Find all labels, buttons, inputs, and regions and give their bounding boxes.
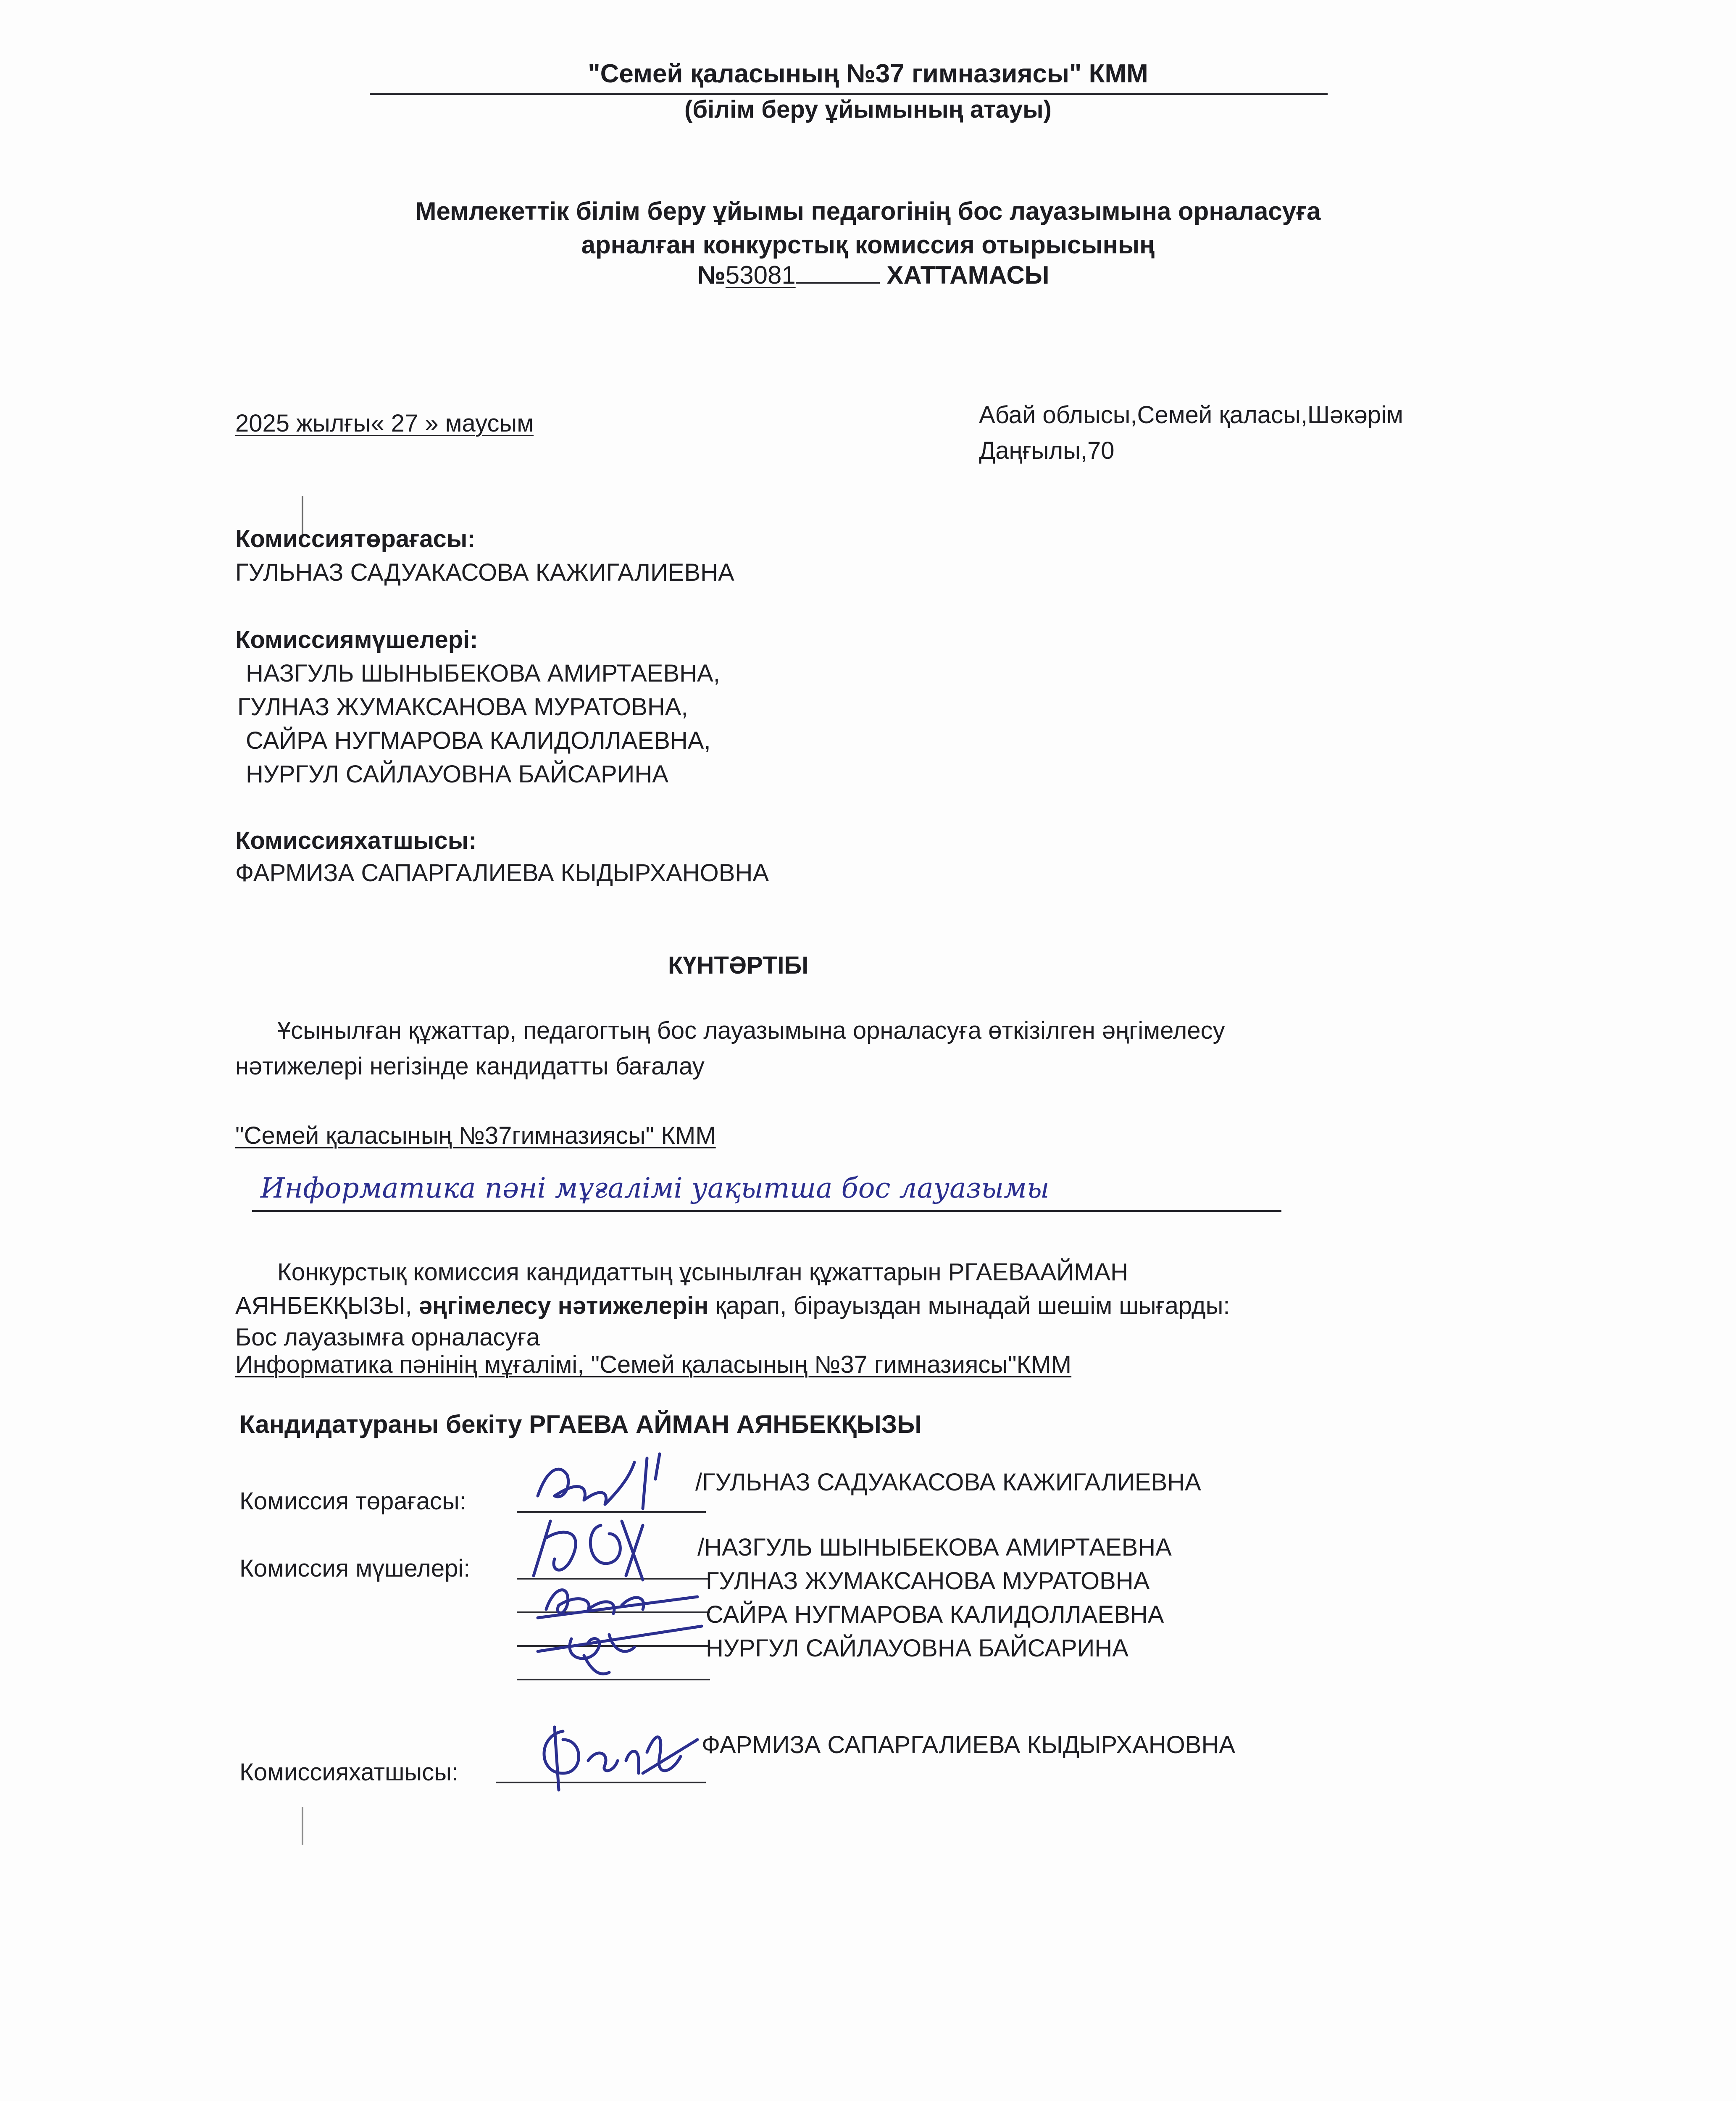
sig-member-name: ГУЛНАЗ ЖУМАКСАНОВА МУРАТОВНА (706, 1567, 1150, 1595)
sig-member-name: НУРГУЛ САЙЛАУОВНА БАЙСАРИНА (706, 1635, 1128, 1662)
handwritten-position: Информатика пәні мұғалімі уақытша бос лауазымы (260, 1172, 1049, 1204)
agenda-org: "Семей қаласының №37гимназиясы" КММ (235, 1122, 716, 1149)
agenda-text-line-2: нәтижелері негізінде кандидатты бағалау (235, 1053, 705, 1080)
sig-chair-name: /ГУЛЬНАЗ САДУАКАСОВА КАЖИГАЛИЕВНА (695, 1469, 1201, 1496)
decision-line-1: Конкурстық комиссия кандидаттың ұсынылған құжаттарын РГАЕВААЙМАН (277, 1258, 1128, 1286)
decision-line-2-start: АЯНБЕКҚЫЗЫ, (235, 1292, 419, 1319)
meeting-date: 2025 жылғы« 27 » маусым (235, 410, 534, 437)
decision-line-4: Информатика пәнінің мұғалімі, "Семей қаласының №37 гимназиясы"КММ (235, 1351, 1072, 1378)
chair-name: ГУЛЬНАЗ САДУАКАСОВА КАЖИГАЛИЕВНА (235, 559, 734, 586)
org-caption: (білім беру ұйымының атауы) (684, 96, 1052, 123)
approval-text: Кандидатураны бекіту РГАЕВА АЙМАН АЯНБЕКҚЫЗЫ (239, 1410, 922, 1438)
sig-secretary-name: ФАРМИЗА САПАРГАЛИЕВА КЫДЫРХАНОВНА (702, 1731, 1236, 1759)
member-name: НУРГУЛ САЙЛАУОВНА БАЙСАРИНА (246, 761, 668, 788)
title-line-1: Мемлекеттік білім беру ұйымы педагогінің бос лауазымына орналасуға (415, 197, 1321, 225)
pen-mark (302, 1807, 303, 1845)
agenda-heading: КҮНТӘРТІБІ (668, 952, 809, 979)
decision-line-2-end: қарап, бірауыздан мынадай шешім шығарды: (708, 1292, 1230, 1319)
decision-line-3: Бос лауазымға орналасуға (235, 1324, 540, 1351)
org-name: "Семей қаласының №37 гимназиясы" КММ (588, 59, 1148, 88)
org-name-underline (370, 93, 1328, 95)
member-name: САЙРА НУГМАРОВА КАЛИДОЛЛАЕВНА, (246, 727, 711, 754)
address-line-1: Абай облысы,Семей қаласы,Шәкәрім (979, 401, 1403, 429)
protocol-word: ХАТТАМАСЫ (886, 261, 1049, 289)
protocol-number-prefix: № (697, 261, 726, 289)
sig-member-name: САЙРА НУГМАРОВА КАЛИДОЛЛАЕВНА (706, 1601, 1164, 1628)
protocol-number (697, 261, 1049, 290)
handwritten-position-line (252, 1210, 1281, 1212)
secretary-label: Комиссияхатшысы: (235, 827, 477, 854)
member-name: НАЗГУЛЬ ШЫНЫБЕКОВА АМИРТАЕВНА, (246, 660, 720, 687)
secretary-name: ФАРМИЗА САПАРГАЛИЕВА КЫДЫРХАНОВНА (235, 859, 769, 887)
agenda-text-line-1: Ұсынылған құжаттар, педагогтың бос лауазымына орналасуға өткізілген әңгімелесу (277, 1017, 1225, 1044)
chair-label: Комиссиятөрағасы: (235, 525, 476, 553)
title-line-2: арналған конкурстық комиссия отырысының (581, 231, 1155, 259)
sig-chair-label: Комиссия төрағасы: (239, 1488, 466, 1515)
member-3-signature (521, 1609, 714, 1681)
member-name: ГУЛНАЗ ЖУМАКСАНОВА МУРАТОВНА, (237, 693, 688, 721)
secretary-signature (513, 1714, 706, 1794)
decision-line-2-bold: әңгімелесу нәтижелерін (418, 1292, 709, 1319)
members-label: Комиссиямүшелері: (235, 626, 478, 653)
sig-secretary-label: Комиссияхатшысы: (239, 1759, 459, 1786)
sig-members-label: Комиссия мүшелері: (239, 1555, 471, 1582)
address-line-2: Даңғылы,70 (979, 437, 1115, 464)
sig-member-name: /НАЗГУЛЬ ШЫНЫБЕКОВА АМИРТАЕВНА (697, 1534, 1172, 1561)
protocol-number-value: 53081 (725, 261, 796, 289)
decision-line-2 (235, 1292, 1230, 1320)
protocol-number-blank (796, 261, 880, 284)
